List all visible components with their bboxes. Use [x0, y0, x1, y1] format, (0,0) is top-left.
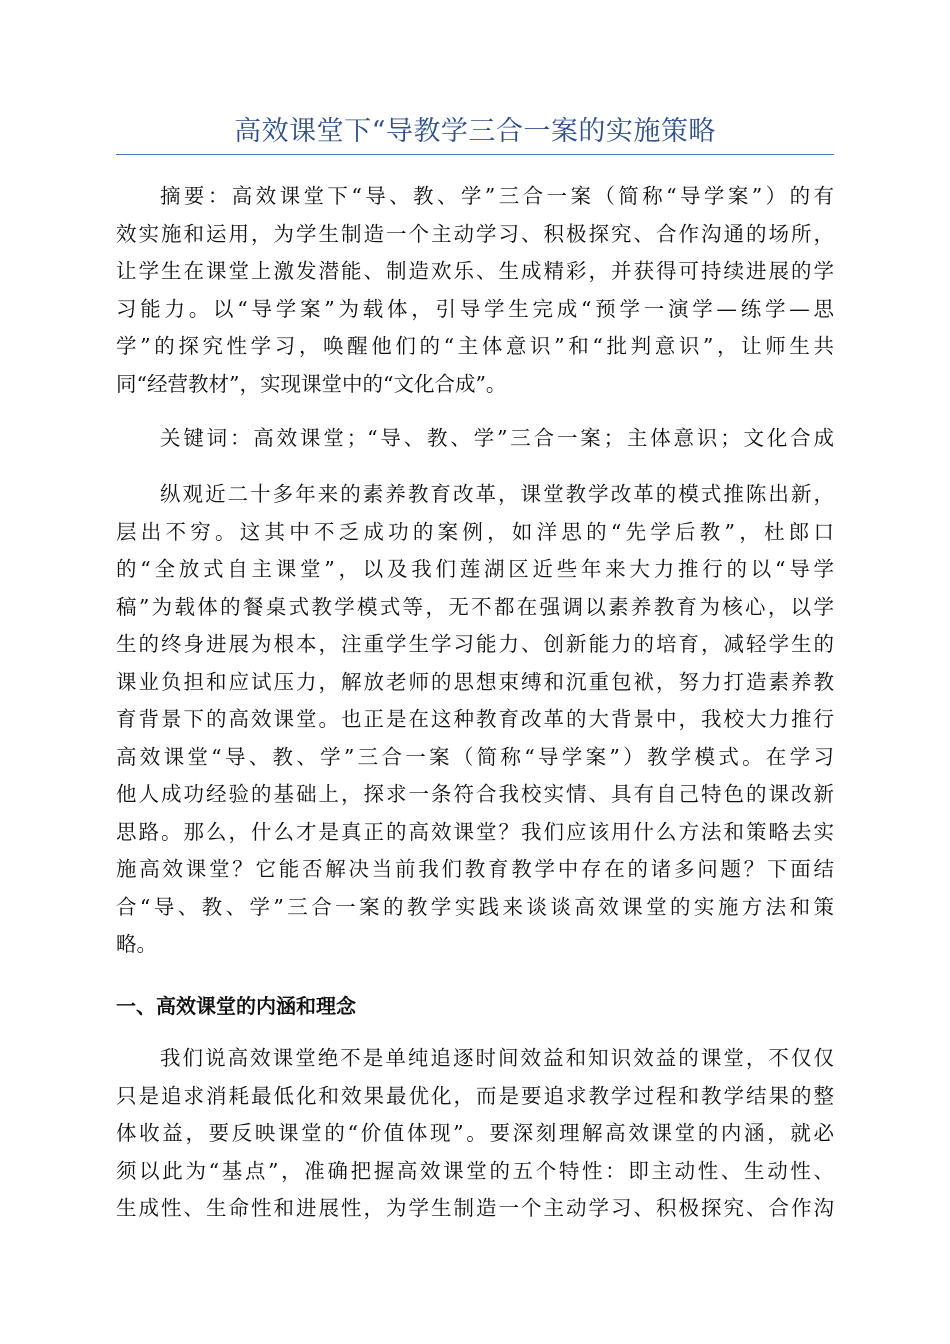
text-line: 他人成功经验的基础上，探求一条符合我校实情、具有自己特色的课改新	[116, 782, 834, 806]
text-line: 合“导、教、学”三合一案的教学实践来谈谈高效课堂的实施方法和策	[116, 894, 834, 919]
section-heading: 一、高效课堂的内涵和理念	[116, 994, 356, 1018]
text-line: 略。	[116, 932, 157, 956]
text-line: 只是追求消耗最低化和效果最优化，而是要追求教学过程和教学结果的整	[116, 1083, 834, 1108]
text-line: 育背景下的高效课堂。也正是在这种教育改革的大背景中，我校大力推行	[116, 707, 834, 731]
text-line: 体收益，要反映课堂的“价值体现”。要深刻理解高效课堂的内涵，就必	[116, 1121, 834, 1145]
text-line: 生成性、生命性和进展性，为学生制造一个主动学习、积极探究、合作沟	[116, 1196, 834, 1220]
text-line: 摘要：高效课堂下“导、教、学”三合一案（简称“导学案”）的有	[160, 184, 834, 208]
title-underline	[116, 154, 834, 155]
text-line: 须以此为“基点”，准确把握高效课堂的五个特性：即主动性、生动性、	[116, 1158, 834, 1183]
text-line: 让学生在课堂上激发潜能、制造欢乐、生成精彩，并获得可持续进展的学	[116, 259, 834, 283]
text-line: 效实施和运用，为学生制造一个主动学习、积极探究、合作沟通的场所，	[116, 221, 834, 246]
text-line: 习能力。以“导学案”为载体，引导学生完成“预学一演学—练学—思	[116, 296, 834, 321]
text-line: 层出不穷。这其中不乏成功的案例，如洋思的“先学后教”，杜郎口	[116, 519, 834, 544]
section1-paragraph	[116, 1040, 834, 1228]
keywords-paragraph	[116, 420, 834, 458]
text-line: 思路。那么，什么才是真正的高效课堂？我们应该用什么方法和策略去实	[116, 819, 834, 844]
text-line: 同“经营教材”，实现课堂中的“文化合成”。	[116, 371, 507, 396]
text-line: 课业负担和应试压力，解放老师的思想束缚和沉重包袱，努力打造素养教	[116, 669, 834, 694]
document-title: 高效课堂下“导教学三合一案的实施策略	[234, 116, 716, 147]
text-line: 施高效课堂？它能否解决当前我们教育教学中存在的诸多问题？下面结	[116, 857, 834, 881]
text-line: 的“全放式自主课堂”，以及我们莲湖区近些年来大力推行的以“导学	[116, 557, 834, 581]
text-line: 生的终身进展为根本，注重学生学习能力、创新能力的培育，减轻学生的	[116, 632, 834, 656]
text-line: 稿”为载体的餐桌式教学模式等，无不都在强调以素养教育为核心，以学	[116, 594, 834, 619]
text-line: 我们说高效课堂绝不是单纯追逐时间效益和知识效益的课堂，不仅仅	[160, 1046, 834, 1070]
keywords-line: 关键词：高效课堂；“导、教、学”三合一案；主体意识；文化合成	[160, 426, 834, 450]
text-line: 纵观近二十多年来的素养教育改革，课堂教学改革的模式推陈出新，	[160, 482, 834, 506]
text-line: 高效课堂“导、教、学”三合一案（简称“导学案”）教学模式。在学习	[116, 744, 834, 769]
intro-paragraph	[116, 476, 834, 964]
abstract-paragraph	[116, 178, 834, 403]
text-line: 学”的探究性学习，唤醒他们的“主体意识”和“批判意识”，让师生共	[116, 334, 834, 358]
